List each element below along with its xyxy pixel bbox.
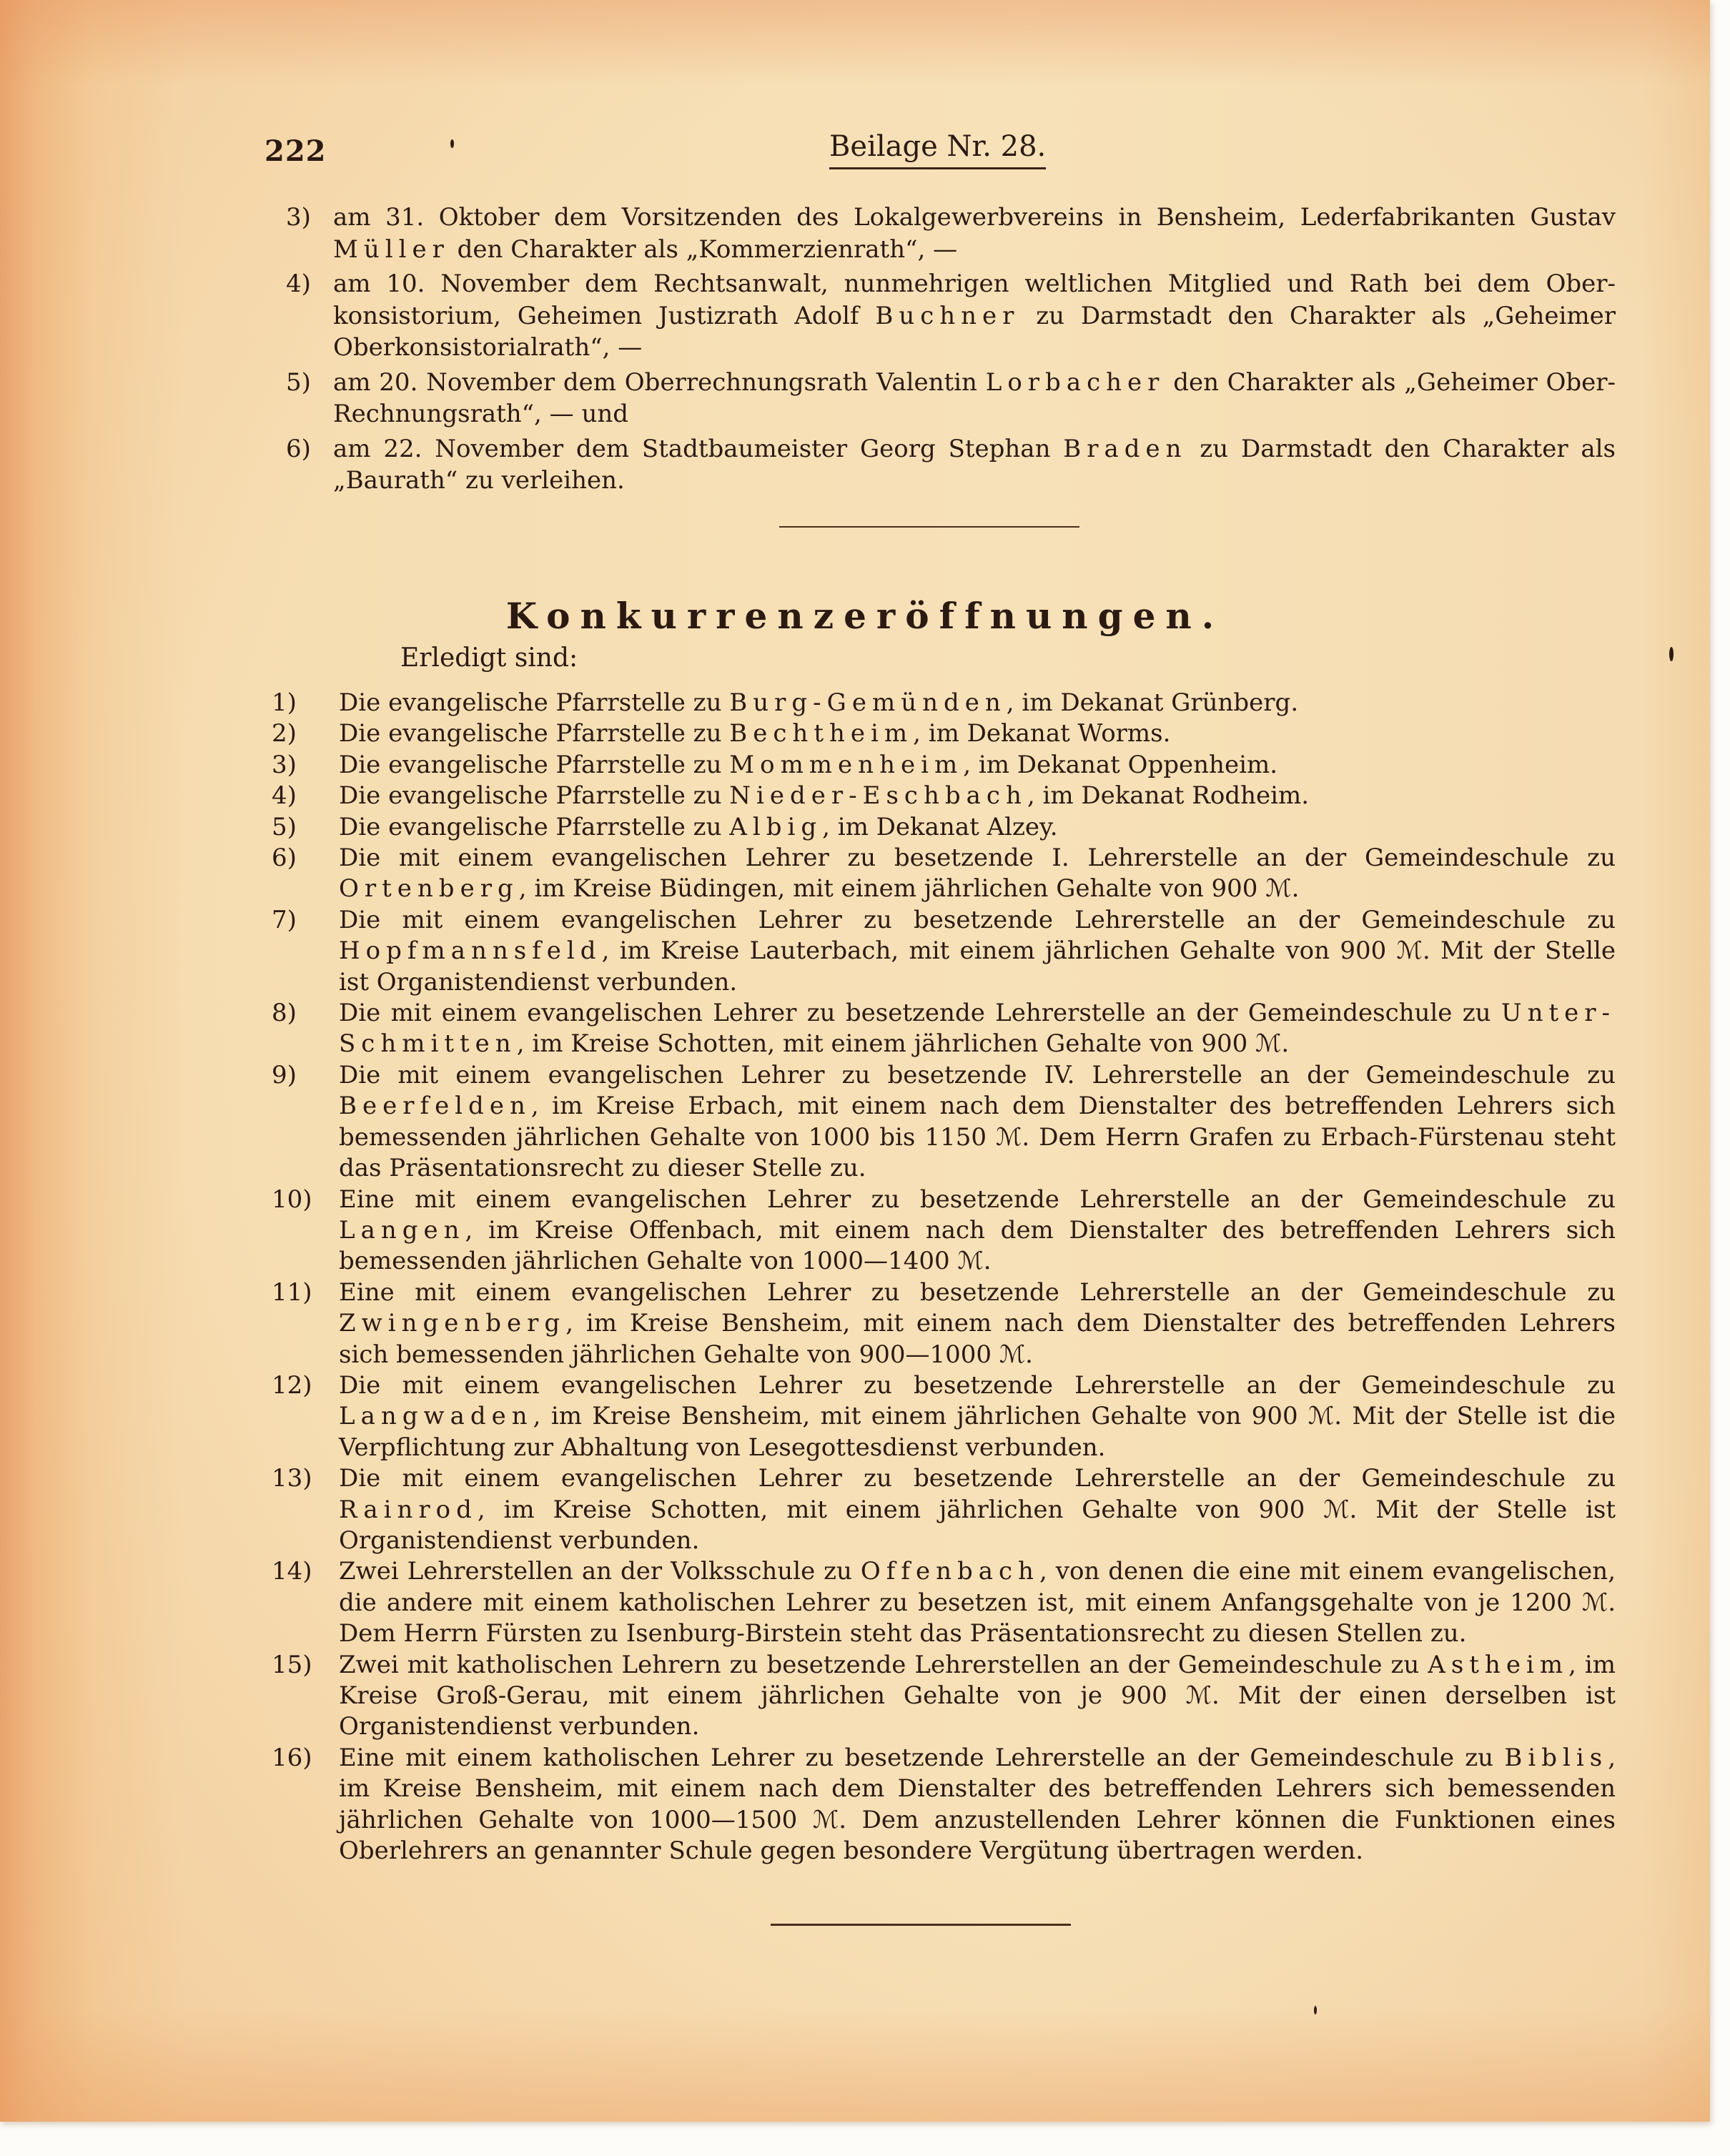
vacancy-item: 16) Eine mit einem katholischen Lehrer zu besetzende Lehrerstelle an der Gemeindeschule zu Biblis, im Kreise Bensheim, mit einem nach dem Dienstalter des betreffenden Lehrers sich bemessenden jährlichen Gehalte von 1000—1500 ℳ. Dem anzustellenden Lehrer können die Funktionen eines Oberlehrers an genannter Schule gegen besondere Vergütung übertragen werden.	[272, 1743, 1616, 1866]
page-number: 222	[265, 134, 327, 168]
vacancy-item: 14) Zwei Lehrerstellen an der Volksschule zu Offenbach, von denen die eine mit einem evangelischen, die andere mit einem katholischen Lehrer zu besetzen ist, mit einem Anfangsgehalte von je 1200 ℳ. Dem Herrn Fürsten zu Isenburg-Birstein steht das Präsentationsrecht zu diesen Stellen zu.	[272, 1557, 1616, 1648]
vacancy-item: 9) Die mit einem evangelischen Lehrer zu besetzende IV. Lehrerstelle an der Gemeindeschule zu Beerfelden, im Kreise Erbach, mit einem nach dem Dienstalter des betreffenden Lehrers sich bemessenden jährlichen Gehalte von 1000 bis 1150 ℳ. Dem Herrn Grafen zu Erbach-Fürstenau steht das Präsentationsrecht zu dieser Stelle zu.	[272, 1060, 1616, 1183]
vacancy-item: 2) Die evangelische Pfarrstelle zu Bechtheim, im Dekanat Worms.	[272, 719, 1171, 748]
person-name: Braden	[1063, 434, 1187, 463]
item-number: 3)	[286, 203, 311, 232]
place-name: Bechtheim	[729, 719, 914, 748]
section-divider	[779, 526, 1079, 528]
award-item-6: 6) am 22. November dem Stadtbaumeister Georg Stephan Braden zu Darmstadt den Charakter als „Baurath“ zu verleihen.	[286, 434, 1616, 495]
place-name: Mommenheim	[729, 750, 964, 779]
place-name: Rainrod	[339, 1495, 478, 1524]
vacancy-item: 8) Die mit einem evangelischen Lehrer zu besetzende Lehrerstelle an der Gemeindeschule zu Unter-Schmitten, im Kreise Schotten, mit einem jährlichen Gehalte von 900 ℳ.	[272, 999, 1616, 1059]
vacancy-item: 11) Eine mit einem evangelischen Lehrer zu besetzende Lehrerstelle an der Gemeindeschule zu Zwingenberg, im Kreise Bensheim, mit einem nach dem Dienstalter des betreffenden Lehrers sich bemessenden jährlichen Gehalte von 900—1000 ℳ.	[272, 1277, 1616, 1369]
award-item-5: 5) am 20. November dem Oberrechnungsrath Valentin Lorbacher den Charakter als „Geheimer Ober-Rechnungsrath“, — und	[286, 367, 1616, 428]
place-name: Hopfmannsfeld	[339, 936, 602, 966]
vacancy-item: 1) Die evangelische Pfarrstelle zu Burg-Gemünden, im Dekanat Grünberg.	[272, 688, 1299, 717]
place-name: Ortenberg	[339, 874, 519, 904]
vacancy-item: 4) Die evangelische Pfarrstelle zu Nieder-Eschbach, im Dekanat Rodheim.	[272, 781, 1310, 811]
place-name: Nieder-Eschbach	[729, 781, 1027, 811]
vacancy-item: 5) Die evangelische Pfarrstelle zu Albig, im Dekanat Alzey.	[272, 812, 1058, 841]
vacancy-item: 13) Die mit einem evangelischen Lehrer zu besetzende Lehrerstelle an der Gemeindeschule zu Rainrod, im Kreise Schotten, mit einem jährlichen Gehalte von 900 ℳ. Mit der Stelle ist Organistendienst verbunden.	[272, 1464, 1616, 1555]
item-number: 6)	[286, 434, 311, 463]
vacancy-item: 6) Die mit einem evangelischen Lehrer zu besetzende I. Lehrerstelle an der Gemeindeschule zu Ortenberg, im Kreise Büdingen, mit einem jährlichen Gehalte von 900 ℳ.	[272, 844, 1616, 904]
section-title: Konkurrenzeröffnungen.	[505, 595, 1225, 637]
place-name: Unter-Schmitten	[339, 999, 1616, 1059]
section-subheading: Erledigt sind:	[400, 643, 578, 673]
awards-list	[286, 202, 1616, 497]
vacancy-item: 10) Eine mit einem evangelischen Lehrer zu besetzende Lehrerstelle an der Gemeindeschule zu Langen, im Kreise Offenbach, mit einem nach dem Dienstalter des betreffenden Lehrers sich bemessenden jährlichen Gehalte von 1000—1400 ℳ.	[272, 1185, 1616, 1276]
end-divider	[771, 1924, 1071, 1926]
running-head: Beilage Nr. 28.	[829, 130, 1046, 169]
person-name: Müller	[333, 234, 450, 264]
paper-speck	[450, 139, 454, 148]
person-name: Buchner	[875, 301, 1020, 330]
person-name: Lorbacher	[985, 367, 1165, 397]
paper-speck	[1314, 2006, 1317, 2014]
place-name: Biblis	[1504, 1743, 1608, 1772]
vacancy-item: 12) Die mit einem evangelischen Lehrer zu besetzende Lehrerstelle an der Gemeindeschule zu Langwaden, im Kreise Bensheim, mit einem jährlichen Gehalte von 900 ℳ. Mit der Stelle ist die Verpflichtung zur Abhaltung von Lesegottesdienst verbunden.	[272, 1370, 1616, 1462]
paper-speck	[1669, 647, 1674, 661]
vacancy-item: 7) Die mit einem evangelischen Lehrer zu besetzende Lehrerstelle an der Gemeindeschule zu Hopfmannsfeld, im Kreise Lauterbach, mit einem jährlichen Gehalte von 900 ℳ. Mit der Stelle ist Organistendienst verbunden.	[272, 905, 1616, 997]
vacancy-item: 3) Die evangelische Pfarrstelle zu Mommenheim, im Dekanat Oppenheim.	[272, 750, 1277, 779]
place-name: Zwingenberg	[339, 1309, 566, 1338]
item-number: 5)	[286, 367, 311, 397]
vacancies-list	[272, 688, 1616, 1866]
award-item-4: 4) am 10. November dem Rechtsanwalt, nunmehrigen weltlichen Mitglied und Rath bei dem Ober-konsistorium, Geheimen Justizrath Adolf Buchner zu Darmstadt den Charakter als „Geheimer Oberkonsistorialrath“, —	[286, 270, 1616, 362]
place-name: Langen	[339, 1215, 465, 1245]
place-name: Beerfelden	[339, 1092, 531, 1121]
place-name: Albig	[729, 812, 823, 841]
item-number: 4)	[286, 270, 311, 298]
vacancy-item: 15) Zwei mit katholischen Lehrern zu besetzende Lehrerstellen an der Gemeindeschule zu Astheim, im Kreise Groß-Gerau, mit einem jährlichen Gehalte von je 900 ℳ. Mit der einen derselben ist Organistendienst verbunden.	[272, 1650, 1616, 1741]
place-name: Burg-Gemünden	[729, 688, 1007, 717]
place-name: Langwaden	[339, 1402, 533, 1431]
place-name: Astheim	[1428, 1650, 1569, 1679]
place-name: Offenbach	[860, 1557, 1039, 1586]
award-item-3: 3) am 31. Oktober dem Vorsitzenden des Lokalgewerbvereins in Bensheim, Lederfabrikanten Gustav Müller den Charakter als „Kommerzienrath“, —	[286, 203, 1616, 264]
